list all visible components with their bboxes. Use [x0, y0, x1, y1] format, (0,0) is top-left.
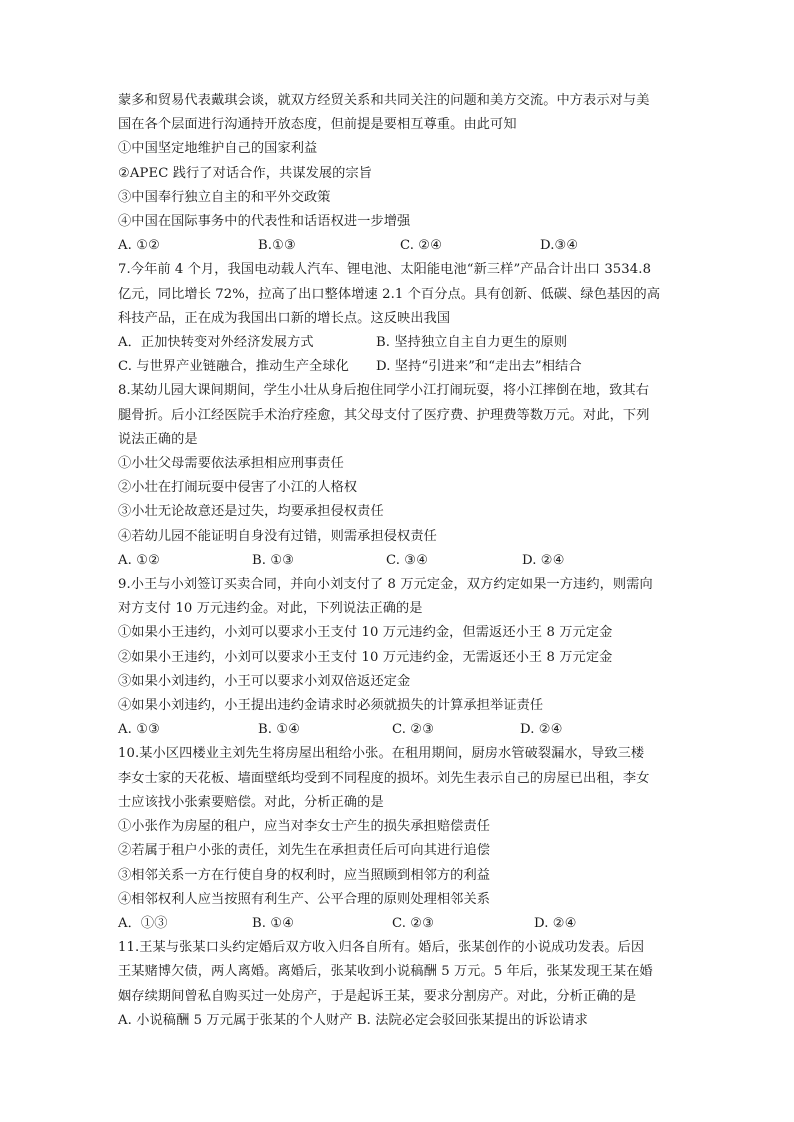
- option-c: C. ②③: [392, 722, 435, 738]
- text-line: 李女士家的天花板、墙面壁纸均受到不同程度的损坏。刘先生表示自己的房屋已出租，李女: [118, 770, 650, 786]
- option-d: D. ②④: [522, 552, 565, 568]
- option-a: A．①③: [118, 915, 168, 931]
- q10-options: [118, 912, 678, 936]
- text-line: 蒙多和贸易代表戴琪会谈，就双方经贸关系和共同关注的问题和美方交流。中方表示对与美: [118, 93, 650, 108]
- text-line: 科技产品，正在成为我国出口新的增长点。这反映出我国: [118, 310, 451, 326]
- text-line: ②若属于租户小张的责任，刘先生在承担责任后可向其进行追偿: [118, 843, 491, 859]
- text-line: ③中国奉行独立自主的和平外交政策: [118, 189, 331, 205]
- question-text: [118, 89, 678, 1033]
- q9-options: [118, 718, 678, 742]
- option-a: A．正加快转变对外经济发展方式: [118, 335, 314, 351]
- text-line: 11.王某与张某口头约定婚后双方收入归各自所有。婚后，张某创作的小说成功发表。后因: [118, 940, 645, 956]
- text-line: 对方支付 10 万元违约金。对此，下列说法正确的是: [118, 601, 423, 617]
- option-d: D. 坚持“引进来”和“走出去”相结合: [376, 359, 582, 375]
- text-line: ④相邻权利人应当按照有利生产、公平合理的原则处理相邻关系: [118, 891, 491, 907]
- text-line: ③如果小刘违约，小王可以要求小刘双倍返还定金: [118, 673, 411, 689]
- option-a: A. ①③: [118, 722, 161, 738]
- option-c: C. 与世界产业链融合，推动生产全球化: [118, 359, 349, 375]
- text-line: ①中国坚定地维护自己的国家利益: [118, 141, 318, 157]
- text-line: ④如果小刘违约，小王提出违约金请求时必须就损失的计算承担举证责任: [118, 698, 544, 714]
- q7-options-row-1: [118, 331, 678, 355]
- text-line: 7.今年前 4 个月，我国电动载人汽车、锂电池、太阳能电池“新三样”产品合计出口 3534.8: [118, 262, 652, 278]
- text-line: 9.小王与小刘签订买卖合同，并向小刘支付了 8 万元定金，双方约定如果一方违约，则需向: [118, 577, 653, 593]
- text-line: ①小张作为房屋的租户，应当对李女士产生的损失承担赔偿责任: [118, 819, 491, 835]
- option-a: A. ①②: [118, 552, 161, 568]
- text-line: ③小壮无论故意还是过失，均要承担侵权责任: [118, 504, 384, 520]
- text-line: ②如果小王违约，小刘可以要求小王支付 10 万元违约金，无需返还小王 8 万元定金: [118, 649, 613, 665]
- text-line: 说法正确的是: [118, 431, 198, 447]
- text-line: ④若幼儿园不能证明自身没有过错，则需承担侵权责任: [118, 528, 437, 544]
- text-line: A. 小说稿酬 5 万元属于张某的个人财产 B. 法院必定会驳回张某提出的诉讼请求: [118, 1012, 588, 1028]
- text-line: 10.某小区四楼业主刘先生将房屋出租给小张。在租用期间，厨房水管破裂漏水，导致三楼: [118, 746, 645, 762]
- option-a: A. ①②: [118, 238, 161, 254]
- text-line: 士应该找小张索要赔偿。对此，分析正确的是: [118, 794, 384, 810]
- q8-options: [118, 549, 678, 573]
- option-c: C. ②③: [392, 915, 435, 931]
- text-line: ①如果小王违约，小刘可以要求小王支付 10 万元违约金，但需返还小王 8 万元定金: [118, 625, 613, 641]
- text-line: ②APEC 践行了对话合作，共谋发展的宗旨: [118, 165, 373, 181]
- text-line: ③相邻关系一方在行使自身的权利时，应当照顾到相邻方的利益: [118, 867, 491, 883]
- text-line: 王某赌博欠债，两人离婚。离婚后，张某收到小说稿酬 5 万元。5 年后，张某发现王某在婚: [118, 964, 653, 980]
- text-line: 8.某幼儿园大课间期间，学生小壮从身后抱住同学小江打闹玩耍，将小江摔倒在地，致其右: [118, 383, 649, 399]
- option-d: D.③④: [540, 238, 579, 254]
- text-line: ②小壮在打闹玩耍中侵害了小江的人格权: [118, 480, 358, 496]
- option-c: C. ③④: [386, 552, 429, 568]
- option-d: D. ②④: [534, 915, 577, 931]
- text-line: 姻存续期间曾私自购买过一处房产，于是起诉王某，要求分割房产。对此，分析正确的是: [118, 988, 637, 1004]
- text-line: 亿元，同比增长 72%，拉高了出口整体增速 2.1 个百分点。具有创新、低碳、绿色基因的高: [118, 286, 661, 302]
- text-line: 国在各个层面进行沟通持开放态度，但前提是要相互尊重。由此可知: [118, 117, 517, 133]
- option-b: B. 坚持独立自主自力更生的原则: [376, 335, 568, 351]
- option-c: C. ②④: [400, 238, 443, 254]
- option-b: B.①③: [258, 238, 296, 254]
- q6-options: [118, 234, 678, 258]
- text-line: 腿骨折。后小江经医院手术治疗痊愈，其父母支付了医疗费、护理费等数万元。对此，下列: [118, 407, 650, 423]
- option-b: B. ①④: [258, 722, 301, 738]
- option-b: B. ①④: [252, 915, 295, 931]
- text-line: ④中国在国际事务中的代表性和话语权进一步增强: [118, 214, 411, 230]
- option-b: B. ①③: [252, 552, 295, 568]
- q7-options-row-2: [118, 355, 678, 379]
- text-line: ①小壮父母需要依法承担相应刑事责任: [118, 456, 344, 472]
- option-d: D. ②④: [520, 722, 563, 738]
